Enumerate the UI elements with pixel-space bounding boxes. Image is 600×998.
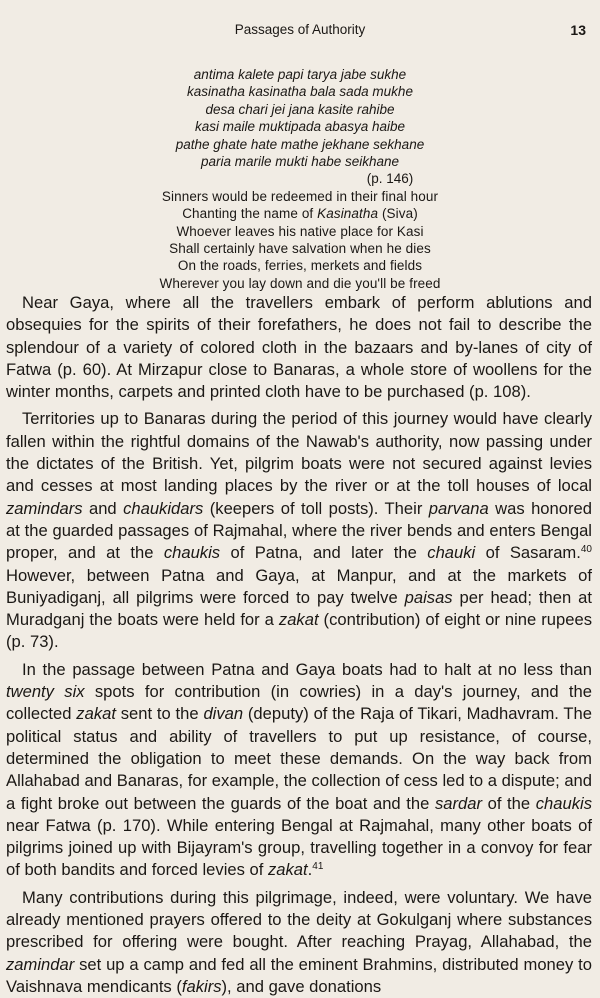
italic-term: fakirs [181,976,222,996]
translation-line: Shall certainly have salvation when he dies [169,240,431,256]
para-text: Territories up to Banaras during the period of this journey would have clearly fallen within the rightful domains of the Nawab's authority, now passing under the dictates of the British. Yet, pilgrim boats were not secured against levies and cesses at most landing places by the river or at the toll houses of local [6,409,592,496]
translation-line: Sinners would be redeemed in their final hour [161,188,439,204]
italic-term: zakat [76,704,116,724]
italic-term: divan [203,704,244,724]
verse-line: antima kalete papi tarya jabe sukhe [193,67,407,82]
italic-term: zamindars [6,498,83,518]
para-text: ), and gave donations [221,976,382,996]
italic-term: zamindar [6,954,75,974]
para-text: (deputy) of the Raja of Tikari, Madhavram. The political status and ability of travellers to put up resistance, of course, determined the obligation to meet these demands. On the way back from Allahabad and Banaras, for example, the collection of cess led to a dispute; and a fight broke out between the guards of the boat and the [6,704,592,813]
italic-term: paisas [404,587,453,607]
translation-text: (Siva) [378,206,418,222]
page-header [0,22,600,42]
verse-line: desa chari jei jana kasite rahibe [205,101,395,117]
italic-term: twenty six [6,682,85,702]
para-text: Many contributions during this pilgrimage, indeed, were voluntary. We have already mentioned prayers offered to the deity at Gokulganj where substances prescribed for offering were bought. After reaching Prayag, Allahabad, the [6,887,592,952]
italic-term: chauki [427,543,476,563]
para-text: and [82,498,124,518]
page-number: 13 [570,22,586,38]
para-text: per head; then at Muradganj the boats were held for a [6,587,592,630]
verse-line: kasi maile muktipada abasya haibe [194,119,406,135]
italic-term: sardar [434,793,482,813]
para-text: of Sasaram. [475,543,581,563]
footnote-ref: 41 [312,861,324,873]
para-text: was honored at the guarded passages of Rajmahal, where the river bends and enters Bengal proper, and at the [6,498,592,563]
paragraph-2 [6,408,592,653]
paragraph-3 [6,659,592,882]
italic-term: chaukidars [123,498,204,518]
italic-term: zakat [267,860,308,880]
translation-line [0,205,600,222]
para-text: of the [482,793,536,813]
footnote-ref: 40 [580,544,592,556]
translation-line: On the roads, ferries, merkets and fields [177,258,423,274]
italic-term: parvana [428,498,489,518]
italic-term: zakat [278,610,319,630]
para-text: spots for contribution (in cowries) in a day's journey, and the collected [6,682,592,724]
para-text: near Fatwa (p. 170). While entering Bengal at Rajmahal, many other boats of pilgrims joined up with Bijayram's group, travelling together in a convoy for fear of both bandits and forced levies of [6,815,592,880]
italic-term: chaukis [535,793,592,813]
para-text: sent to the [115,704,204,724]
verse-block [0,66,600,292]
para-text: In the passage between Patna and Gaya boats had to halt at no less than [22,659,592,679]
translation-line: Wherever you lay down and die you'll be freed [159,275,441,291]
para-text: . [307,860,313,880]
paragraph-1 [6,292,592,403]
verse-line: paria marile mukti habe seikhane [200,153,400,169]
para-text: set up a camp and fed all the eminent Brahmins, distributed money to Vaishnava mendicants ( [6,954,592,996]
body-text [6,292,592,998]
translation-text: Chanting the name of [182,206,318,222]
paragraph-4 [6,887,592,998]
para-text: (keepers of toll posts). Their [203,498,429,518]
italic-term: chaukis [163,543,221,563]
para-text: (contribution) of eight or nine rupees (p. 73). [6,610,592,652]
verse-citation: (p. 146) [366,171,414,187]
verse-line: pathe ghate hate mathe jekhane sekhane [175,136,425,152]
translation-line: Whoever leaves his native place for Kasi [176,223,424,239]
verse-line: kasinatha kasinatha bala sada mukhe [187,84,413,100]
translation-italic: Kasinatha [317,206,379,222]
para-text: of Patna, and later the [220,543,428,563]
para-text: Near Gaya, where all the travellers embark of perform ablutions and obsequies for the spirits of their forefathers, he does not fail to describe the splendour of a variety of colored cloth in the bazaars and by-lanes of city of Fatwa (p. 60). At Mirzapur close to Banaras, a whole store of woollens for the winter months, carpets and printed cloth have to be purchased (p. 108). [6,293,592,402]
para-text: However, between Patna and Gaya, at Manpur, and at the markets of Buniyadiganj, all pilgrims were forced to pay twelve [6,565,592,607]
running-title: Passages of Authority [234,22,366,37]
